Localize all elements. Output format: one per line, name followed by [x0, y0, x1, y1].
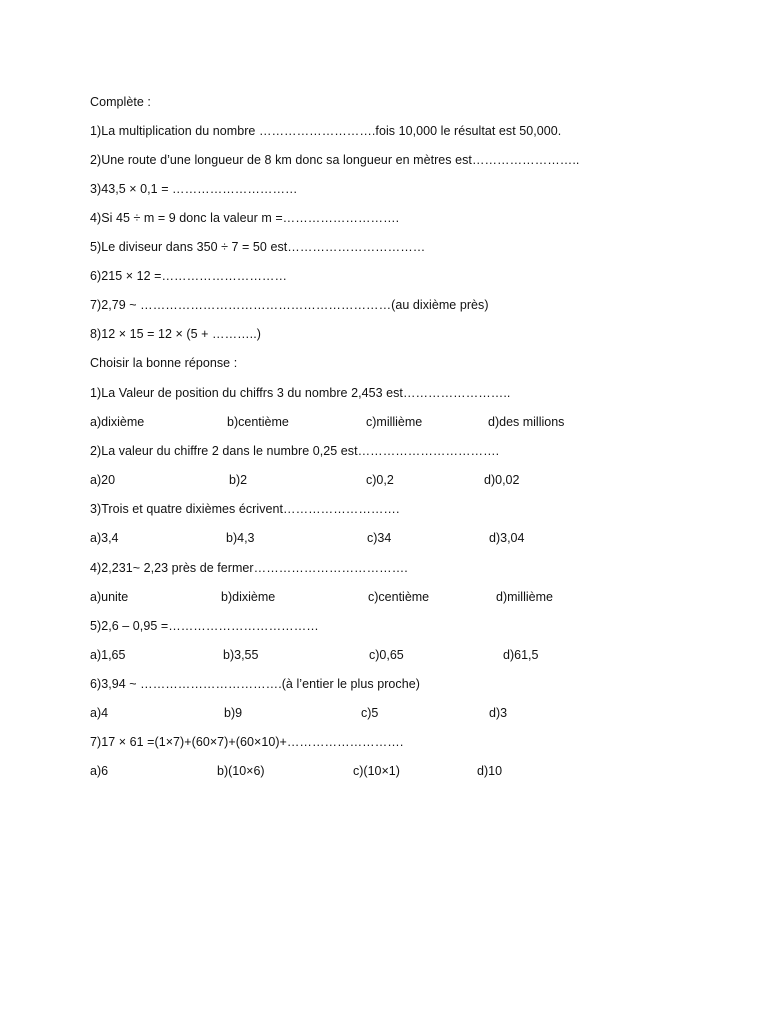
fill-item-4: 4)Si 45 ÷ m = 9 donc la valeur m =……………………….	[90, 211, 400, 225]
mcq-2-option-a: a)20	[90, 473, 116, 487]
mcq-6-option-a: a)4	[90, 706, 109, 720]
fill-item-7: 7)2,79 ~ ……………………………………………………(au dixième près)	[90, 298, 489, 312]
fill-item-8: 8)12 × 15 = 12 × (5 + ………..)	[90, 327, 261, 341]
mcq-2-option-c: c)0,2	[366, 473, 394, 487]
mcq-3-option-c: c)34	[367, 531, 392, 545]
mcq-5-option-a: a)1,65	[90, 648, 126, 662]
mcq-question-2: 2)La valeur du chiffre 2 dans le numbre 0,25 est…………………………….	[90, 444, 500, 458]
mcq-4-option-c: c)centième	[368, 590, 430, 604]
mcq-question-5: 5)2,6 – 0,95 =………………………………	[90, 619, 319, 633]
fill-item-6: 6)215 × 12 =…………………………	[90, 269, 287, 283]
mcq-6-option-c: c)5	[361, 706, 379, 720]
mcq-7-option-a: a)6	[90, 764, 109, 778]
fill-item-5: 5)Le diviseur dans 350 ÷ 7 = 50 est……………………………	[90, 240, 426, 254]
mcq-1-option-d: d)des millions	[488, 415, 565, 429]
mcq-1-option-a: a)dixième	[90, 415, 145, 429]
mcq-3-option-a: a)3,4	[90, 531, 119, 545]
mcq-6-option-b: b)9	[224, 706, 243, 720]
mcq-7-option-b: b)(10×6)	[217, 764, 265, 778]
mcq-question-4: 4)2,231~ 2,23 près de fermer……………………………….	[90, 561, 408, 575]
mcq-1-option-c: c)millième	[366, 415, 423, 429]
fill-item-1: 1)La multiplication du nombre ……………………….fois 10,000 le résultat est 50,000.	[90, 124, 562, 138]
mcq-4-option-a: a)unite	[90, 590, 129, 604]
mcq-1-option-b: b)centième	[227, 415, 289, 429]
mcq-5-option-d: d)61,5	[503, 648, 539, 662]
mcq-7-option-c: c)(10×1)	[353, 764, 400, 778]
mcq-4-option-b: b)dixième	[221, 590, 276, 604]
mcq-3-option-d: d)3,04	[489, 531, 525, 545]
mcq-2-option-d: d)0,02	[484, 473, 520, 487]
mcq-question-6: 6)3,94 ~ …………………………….(à l’entier le plus proche)	[90, 677, 420, 691]
fill-item-2: 2)Une route d’une longueur de 8 km donc sa longueur en mètres est……………………..	[90, 153, 580, 167]
mcq-2-option-b: b)2	[229, 473, 248, 487]
section-heading-choose: Choisir la bonne réponse :	[90, 356, 238, 370]
mcq-question-7: 7)17 × 61 =(1×7)+(60×7)+(60×10)+……………………….	[90, 735, 404, 749]
mcq-4-option-d: d)millième	[496, 590, 553, 604]
mcq-5-option-c: c)0,65	[369, 648, 404, 662]
fill-item-3: 3)43,5 × 0,1 = …………………………	[90, 182, 298, 196]
section-heading-complete: Complète :	[90, 95, 151, 109]
mcq-question-1: 1)La Valeur de position du chiffrs 3 du nombre 2,453 est……………………..	[90, 386, 511, 400]
mcq-5-option-b: b)3,55	[223, 648, 259, 662]
mcq-question-3: 3)Trois et quatre dixièmes écrivent……………………….	[90, 502, 400, 516]
mcq-3-option-b: b)4,3	[226, 531, 255, 545]
mcq-7-option-d: d)10	[477, 764, 503, 778]
mcq-6-option-d: d)3	[489, 706, 508, 720]
